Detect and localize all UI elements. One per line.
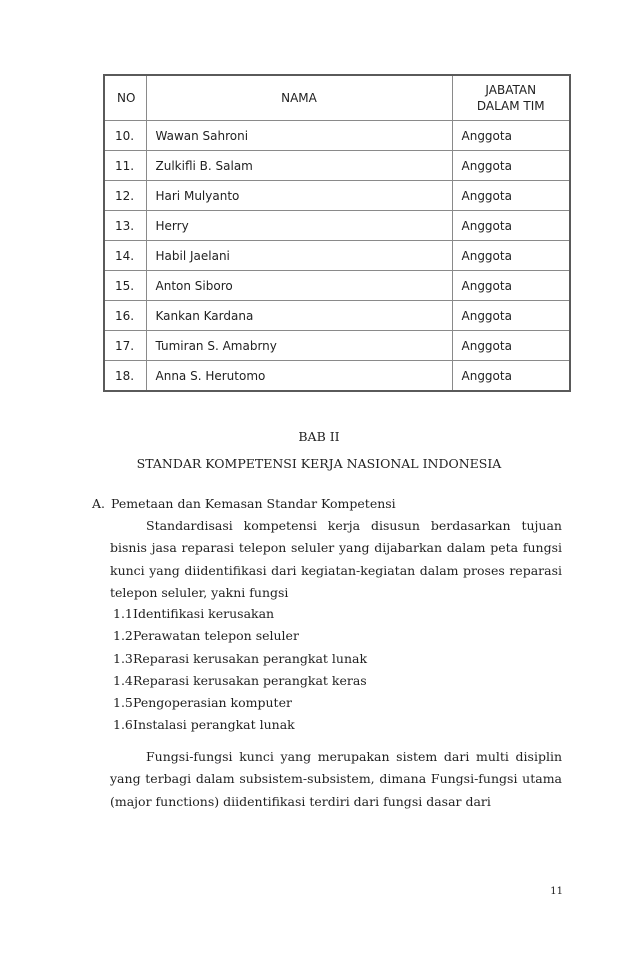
- table-row: [104, 121, 570, 151]
- cell-jabatan: Anggota: [452, 271, 570, 301]
- header-nama: NAMA: [146, 75, 452, 121]
- cell-jabatan: Anggota: [452, 211, 570, 241]
- header-jabatan-line1: JABATAN: [485, 83, 537, 97]
- cell-no: 17.: [104, 331, 146, 361]
- list-item: [113, 625, 367, 647]
- cell-nama: Wawan Sahroni: [146, 121, 452, 151]
- paragraph-functions: Fungsi-fungsi kunci yang merupakan sistem dari multi disiplin yang terbagi dalam subsistem-subsistem, dimana Fungsi-fungsi utama (major functions) diidentifikasi terdiri dari fungsi dasar dari: [110, 749, 562, 809]
- cell-jabatan: Anggota: [452, 151, 570, 181]
- page-number: 11: [550, 886, 563, 897]
- cell-no: 11.: [104, 151, 146, 181]
- cell-jabatan: Anggota: [452, 241, 570, 271]
- table-row: [104, 331, 570, 361]
- function-text: Identifikasi kerusakan: [133, 606, 275, 621]
- function-number: 1.3: [113, 650, 133, 666]
- table-row: [104, 241, 570, 271]
- cell-nama: Anna S. Herutomo: [146, 361, 452, 392]
- cell-no: 15.: [104, 271, 146, 301]
- chapter-title: STANDAR KOMPETENSI KERJA NASIONAL INDONESIA: [136, 456, 502, 471]
- cell-no: 18.: [104, 361, 146, 392]
- list-item: [113, 692, 367, 714]
- list-item: [113, 648, 367, 670]
- function-number: 1.1: [113, 606, 133, 621]
- chapter-label: BAB II: [298, 429, 340, 444]
- cell-nama: Zulkifli B. Salam: [146, 151, 452, 181]
- header-no: NO: [104, 75, 146, 121]
- function-text: Pengoperasian komputer: [133, 695, 292, 711]
- function-number: 1.6: [113, 717, 133, 733]
- cell-jabatan: Anggota: [452, 331, 570, 361]
- cell-jabatan: Anggota: [452, 301, 570, 331]
- cell-no: 12.: [104, 181, 146, 211]
- cell-no: 10.: [104, 121, 146, 151]
- header-jabatan: [452, 75, 570, 121]
- function-text: Instalasi perangkat lunak: [133, 717, 295, 733]
- function-number: 1.4: [113, 672, 133, 688]
- key-functions-list: [113, 603, 367, 737]
- function-number: 1.5: [113, 695, 133, 711]
- cell-jabatan: Anggota: [452, 181, 570, 211]
- cell-jabatan: Anggota: [452, 361, 570, 392]
- list-item: [113, 603, 367, 625]
- table-row: [104, 301, 570, 331]
- section-title: Pemetaan dan Kemasan Standar Kompetensi: [111, 496, 396, 511]
- cell-nama: Tumiran S. Amabrny: [146, 331, 452, 361]
- function-number: 1.2: [113, 628, 133, 644]
- cell-nama: Habil Jaelani: [146, 241, 452, 271]
- cell-jabatan: Anggota: [452, 121, 570, 151]
- list-item: [113, 714, 367, 736]
- table-row: [104, 271, 570, 301]
- cell-nama: Kankan Kardana: [146, 301, 452, 331]
- table-header-row: [104, 75, 570, 121]
- cell-no: 13.: [104, 211, 146, 241]
- table-row: [104, 151, 570, 181]
- paragraph-intro: Standardisasi kompetensi kerja disusun berdasarkan tujuan bisnis jasa reparasi telepon seluler yang dijabarkan dalam peta fungsi kunci yang diidentifikasi dari kegiatan-kegiatan dalam proses reparasi telepon seluler, yakni fungsi: [110, 518, 562, 601]
- cell-no: 14.: [104, 241, 146, 271]
- cell-nama: Hari Mulyanto: [146, 181, 452, 211]
- cell-no: 16.: [104, 301, 146, 331]
- cell-nama: Anton Siboro: [146, 271, 452, 301]
- table-row: [104, 181, 570, 211]
- cell-nama: Herry: [146, 211, 452, 241]
- table-row: [104, 361, 570, 392]
- section-letter: A.: [92, 496, 106, 511]
- function-text: Perawatan telepon seluler: [133, 628, 299, 644]
- function-text: Reparasi kerusakan perangkat keras: [133, 672, 367, 688]
- section-heading: [92, 496, 396, 511]
- list-item: [113, 670, 367, 692]
- header-jabatan-line2: DALAM TIM: [476, 99, 545, 113]
- team-members-table: [103, 74, 571, 392]
- table-row: [104, 211, 570, 241]
- function-text: Reparasi kerusakan perangkat lunak: [133, 650, 368, 666]
